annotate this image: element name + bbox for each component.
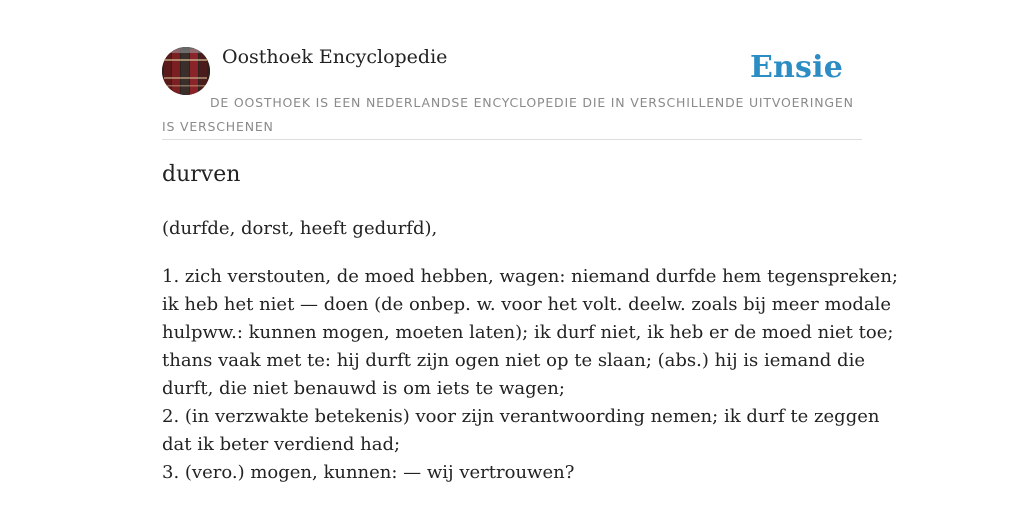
definition-line: ik heb het niet — doen (de onbep. w. voor het volt. deelw. zoals bij meer modale: [162, 294, 892, 315]
definition: [162, 263, 898, 487]
brand-logo[interactable]: Ensie: [749, 50, 843, 85]
source-description: DE OOSTHOEK IS EEN NEDERLANDSE ENCYCLOPEDIE DIE IN VERSCHILLENDE UITVOERINGEN IS VERSCHENEN: [162, 95, 854, 134]
definition-line: dat ik beter verdiend had;: [162, 434, 401, 455]
definition-line: 3. (vero.) mogen, kunnen: — wij vertrouwen?: [162, 462, 575, 483]
definition-line: 1. zich verstouten, de moed hebben, wagen: niemand durfde hem tegenspreken;: [162, 266, 898, 287]
definition-line: hulpww.: kunnen mogen, moeten laten); ik durf niet, ik heb er de moed niet toe;: [162, 322, 894, 343]
definition-line: thans vaak met te: hij durft zijn ogen niet op te slaan; (abs.) hij is iemand die: [162, 350, 865, 371]
source-header: [162, 38, 862, 140]
definition-line: 2. (in verzwakte betekenis) voor zijn verantwoording nemen; ik durf te zeggen: [162, 406, 880, 427]
inflected-forms: (durfde, dorst, heeft gedurfd),: [162, 218, 438, 239]
headword: durven: [162, 162, 241, 187]
definition-line: durft, die niet benauwd is om iets te wagen;: [162, 378, 565, 399]
book-spines-avatar-icon[interactable]: [162, 47, 210, 95]
entry-card: [162, 38, 898, 483]
source-title[interactable]: Oosthoek Encyclopedie: [222, 46, 448, 68]
